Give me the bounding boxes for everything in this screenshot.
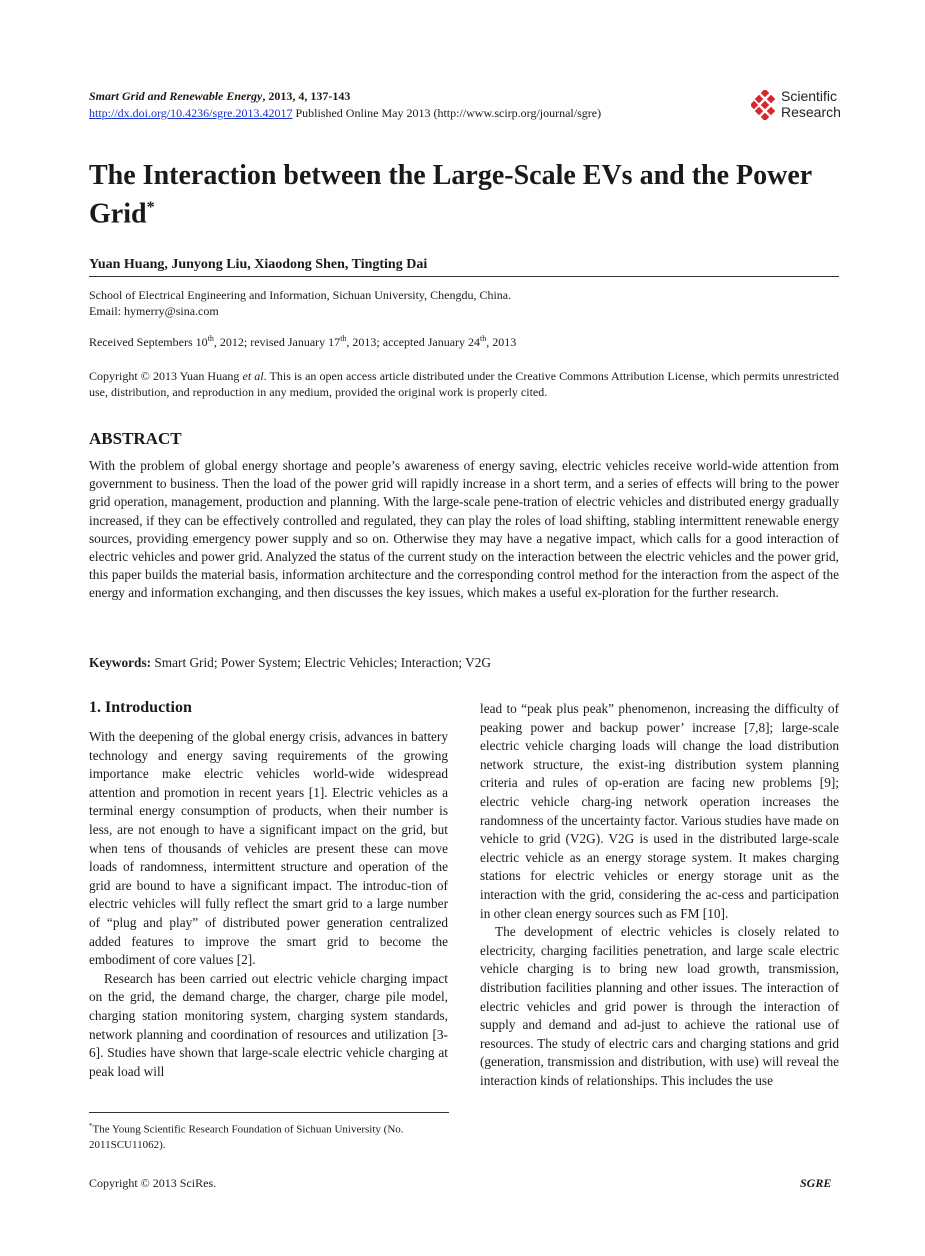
received-sup: th: [207, 334, 214, 343]
authors: Yuan Huang, Junyong Liu, Xiaodong Shen, Tingting Dai: [89, 257, 428, 272]
footnote-marker: *: [89, 1122, 93, 1130]
footer-journal-abbrev: SGRE: [800, 1176, 832, 1190]
copyright-etal: et al: [242, 369, 264, 383]
published-info: Published Online May 2013 (http://www.scirp.org/journal/sgre): [292, 106, 602, 120]
doi-line: [89, 106, 601, 121]
keywords-text: Smart Grid; Power System; Electric Vehicles; Interaction; V2G: [151, 655, 492, 670]
accepted-text: , 2013; accepted January 24: [346, 335, 481, 349]
accepted-year: , 2013: [486, 335, 517, 349]
footnote-divider: [89, 1112, 449, 1113]
footnote: [89, 1119, 451, 1153]
journal-name: Smart Grid and Renewable Energy: [89, 89, 263, 103]
journal-volume: , 2013, 4, 137-143: [262, 89, 351, 103]
footnote-text: The Young Scientific Research Foundation of Sichuan University (No. 2011SCU11062).: [89, 1123, 404, 1151]
abstract-heading: ABSTRACT: [89, 429, 182, 448]
copyright-notice: [89, 368, 839, 400]
keywords: [89, 655, 491, 671]
authors-divider: [89, 276, 839, 277]
accepted-sup: th: [480, 334, 487, 343]
intro-paragraph-1: With the deepening of the global energy crisis, advances in battery technology and energy saving requirements of the growing importance make electric vehicles world-wide widespread attention and promotion in recent years [1]. Electric vehicles as a terminal energy consumption of products, when their number is less, are not enough to have a significant impact on the grid, but when tens of thousands of vehicles are present these can move loads of randomness, intermittent structure and operation of the grid are bound to have a significant impact. The introduc-tion of electric vehicles will fully reflect the smart grid to a large number of “plug and play” of distributed power generation centralized added features to improve the smart grid to become the embodiment of core values [2].: [89, 729, 448, 968]
footer-copyright: Copyright © 2013 SciRes.: [89, 1176, 217, 1190]
logo-text: [781, 88, 841, 120]
affiliation-block: [89, 287, 511, 319]
abstract-text: With the problem of global energy shortage and people’s awareness of energy saving, electric vehicles receive world-wide attention from government to business. Then the load of the power grid will rapidly increase in a short term, and a series of effects will bring to the power grid operation, management, production and planning. With the large-scale pene-tration of electric vehicles and distributed energy gradually increased, if they can be effectively controlled and regulated, they can play the roles of load shifting, stabling intermittent renewable energy sources, providing emergency power supply and so on. Otherwise they may have a negative impact, which calls for a good interaction of electric vehicles and power grid. Analyzed the status of the current study on the interaction between the electric vehicles and the power grid, this paper builds the material basis, information architecture and the corresponding control method for the interaction from the aspect of the energy and information exchanging, and then discusses the key issues, which makes a useful ex-ploration for the further research.: [89, 458, 839, 601]
copyright-before: Copyright © 2013 Yuan Huang: [89, 369, 243, 383]
left-column: [89, 728, 448, 1081]
logo-line-2: Research: [781, 104, 841, 120]
journal-citation: [89, 89, 350, 104]
affiliation: School of Electrical Engineering and Information, Sichuan University, Chengdu, China.: [89, 288, 512, 302]
section-heading-introduction: 1. Introduction: [89, 699, 192, 716]
received-text: Received Septembers 10: [89, 335, 208, 349]
received-dates: [89, 334, 516, 350]
intro-paragraph-2: Research has been carried out electric vehicle charging impact on the grid, the demand charge, the charger, charge pile model, charging station monitoring system, charging system standards, network planning and coordination of resources and utilization [3-6]. Studies have shown that large-scale electric vehicle charging at peak load will: [89, 970, 448, 1079]
publisher-logo: [751, 88, 851, 124]
intro-paragraph-3: lead to “peak plus peak” phenomenon, increasing the difficulty of peaking power and backup power’ increase [7,8]; large-scale electric vehicle charging loads will change the load distribution network structure, the exist-ing distribution system planning criteria and rules of op-eration are facing new problems [9]; electric vehicle charg-ing network operation increases the randomness of the uncertainty factor. Various studies have made on vehicle to grid (V2G). V2G is used in the distributed large-scale electric vehicle as an energy storage system. It makes charging stations for electric vehicles or energy storage unit as the interaction with the grid, considering the ac-cess and participation in other clean energy sources such as FM [10].: [480, 701, 839, 921]
copyright-after: . This is an open access article distributed under the Creative Commons Attribution License, which permits unrestricted use, distribution, and reproduction in any medium, provided the original work is properly cited.: [89, 369, 839, 399]
title-footnote-marker: *: [146, 199, 155, 216]
intro-paragraph-4: The development of electric vehicles is closely related to electricity, charging facilities penetration, and large scale electric vehicle charging is to bring new load growth, transmission, distribution facilities planning and other issues. The interaction of electric vehicles and grid power is through the interaction of supply and demand and ad-just to achieve the rational use of resources. The study of electric cars and charging stations and grid (generation, transmission and distribution, with use) will reveal the interaction kinds of relationships. This includes the use: [480, 924, 839, 1088]
keywords-label: Keywords:: [89, 655, 152, 670]
right-column: [480, 700, 839, 1090]
scientific-research-logo-icon: [751, 90, 779, 120]
revised-text: , 2012; revised January 17: [213, 335, 341, 349]
email: Email: hymerry@sina.com: [89, 304, 219, 318]
doi-link[interactable]: http://dx.doi.org/10.4236/sgre.2013.42017: [89, 106, 293, 120]
paper-title: [89, 160, 829, 230]
revised-sup: th: [340, 334, 347, 343]
logo-line-1: Scientific: [781, 88, 838, 104]
title-text: The Interaction between the Large-Scale EVs and the Power Grid: [89, 160, 812, 230]
